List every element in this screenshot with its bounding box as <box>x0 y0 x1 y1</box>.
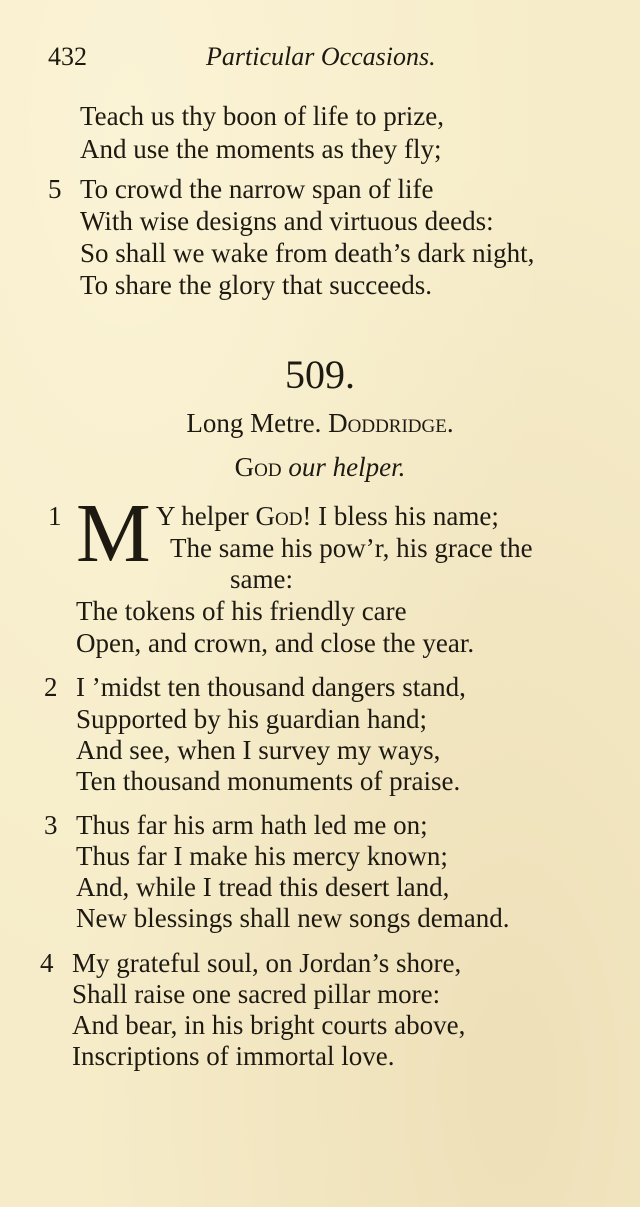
verse-line: And bear, in his bright courts above, <box>72 1010 466 1040</box>
author: Doddridge. <box>328 408 454 438</box>
subject-word: God <box>234 452 282 482</box>
verse-line: Thus far his arm hath led me on; <box>76 810 428 840</box>
verse-line: And, while I tread this desert land, <box>76 872 450 902</box>
verse-line: To crowd the narrow span of life <box>80 174 434 204</box>
drop-cap: M <box>76 487 151 580</box>
verse-fragment-god: God <box>255 501 303 531</box>
stanza-number: 2 <box>44 672 58 702</box>
verse-line: New blessings shall new songs demand. <box>76 903 510 933</box>
verse-line: Thus far I make his mercy known; <box>76 841 448 871</box>
stanza-number: 5 <box>48 174 62 204</box>
running-title: Particular Occasions. <box>206 42 436 71</box>
page-number: 432 <box>48 42 87 71</box>
verse-line: Inscriptions of immortal love. <box>72 1041 395 1071</box>
verse-line: With wise designs and virtuous deeds: <box>80 206 494 236</box>
meter: Long Metre. <box>186 408 322 438</box>
hymn-subject <box>0 450 640 484</box>
verse-line: Supported by his guardian hand; <box>76 704 427 734</box>
verse-line: The same his pow’r, his grace the <box>170 533 533 563</box>
verse-line: And use the moments as they fly; <box>80 134 442 164</box>
verse-line <box>156 500 499 532</box>
verse-line: Open, and crown, and close the year. <box>76 628 475 658</box>
verse-line: My grateful soul, on Jordan’s shore, <box>72 948 462 978</box>
hymn-number: 509. <box>285 352 355 397</box>
meter-line <box>0 406 640 440</box>
verse-line: I ’midst ten thousand dangers stand, <box>76 672 466 702</box>
stanza-number: 1 <box>48 501 62 531</box>
verse-fragment: Y helper <box>156 501 256 531</box>
stanza-number: 4 <box>40 948 54 978</box>
subject-rest: our helper. <box>288 452 406 482</box>
stanza-number: 3 <box>44 810 58 840</box>
verse-line: And see, when I survey my ways, <box>76 735 441 765</box>
verse-line: same: <box>230 564 293 594</box>
verse-line: Shall raise one sacred pillar more: <box>72 979 441 1009</box>
verse-line: Ten thousand monuments of praise. <box>76 766 461 796</box>
verse-line: To share the glory that succeeds. <box>80 270 432 300</box>
verse-line: So shall we wake from death’s dark night, <box>80 238 535 268</box>
verse-line: The tokens of his friendly care <box>76 596 407 626</box>
running-header <box>48 42 520 82</box>
verse-fragment: ! I bless his name; <box>302 501 499 531</box>
verse-line: Teach us thy boon of life to prize, <box>80 101 444 131</box>
